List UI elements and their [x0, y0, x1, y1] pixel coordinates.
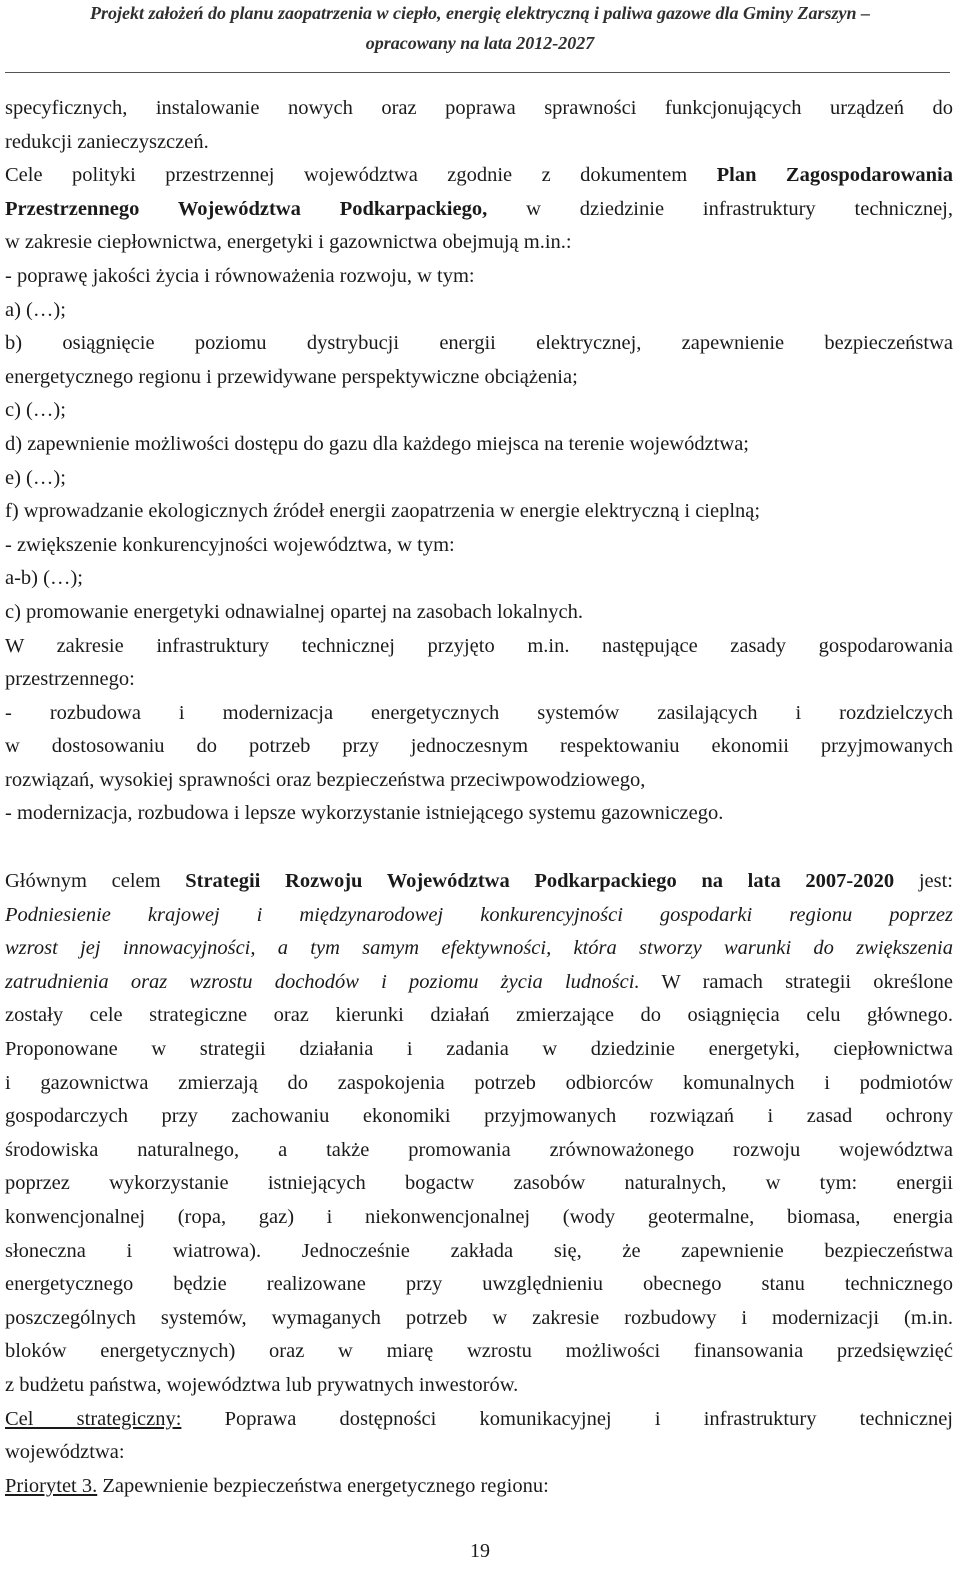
text-line: b) osiągnięcie poziomu dystrybucji energii elektrycznej, zapewnienie bezpieczeństwa: [5, 332, 953, 355]
text-line: energetycznego będzie realizowane przy uwzględnieniu obecnego stanu technicznego: [5, 1273, 953, 1296]
text-line: zostały cele strategiczne oraz kierunki działań zmierzające do osiągnięcia celu głównego.: [5, 1004, 953, 1027]
header-rule: [5, 72, 950, 73]
text-line: Proponowane w strategii działania i zadania w dziedzinie energetyki, ciepłownictwa: [5, 1038, 953, 1061]
text-line: - rozbudowa i modernizacja energetycznych systemów zasilających i rozdzielczych: [5, 701, 953, 724]
text-line: W zakresie infrastruktury technicznej przyjęto m.in. następujące zasady gospodarowania: [5, 634, 953, 657]
plan-title: Plan Zagospodarowania: [716, 164, 954, 187]
text-span: w dziedzinie infrastruktury technicznej,: [487, 197, 953, 220]
text-line: poszczególnych systemów, wymaganych potrzeb w zakresie rozbudowy i modernizacji (m.in.: [5, 1306, 953, 1329]
text-span: Głównym celem: [5, 870, 186, 893]
text-line: [5, 193, 953, 227]
text-line: i gazownictwa zmierzają do zaspokojenia potrzeb odbiorców komunalnych i podmiotów: [5, 1071, 953, 1094]
text-line: przestrzennego:: [5, 668, 135, 691]
text-span: Poprawa dostępności komunikacyjnej i infrastruktury technicznej: [181, 1407, 953, 1430]
text-line: redukcji zanieczyszczeń.: [5, 130, 209, 153]
text-line: a-b) (…);: [5, 567, 83, 590]
document-body: [5, 92, 953, 1503]
text-line: środowiska naturalnego, a także promowania zrównoważonego rozwoju województwa: [5, 1138, 953, 1161]
strategic-goal-label: Cel strategiczny:: [5, 1407, 182, 1430]
text-span: W ramach strategii określone: [639, 970, 953, 993]
main-goal-text: Podniesienie krajowej i międzynarodowej konkurencyjności gospodarki regionu poprzez: [5, 903, 953, 926]
text-line: bloków energetycznych) oraz w miarę wzrostu możliwości finansowania przedsięwzięć: [5, 1340, 953, 1363]
text-line: słoneczna i wiatrowa). Jednocześnie zakłada się, że zapewnienie bezpieczeństwa: [5, 1239, 953, 1262]
text-line: z budżetu państwa, województwa lub prywatnych inwestorów.: [5, 1373, 519, 1396]
text-line: konwencjonalnej (ropa, gaz) i niekonwencjonalnej (wody geotermalne, biomasa, energia: [5, 1206, 953, 1228]
page-number: 19: [470, 1540, 490, 1562]
text-span: Zapewnienie bezpieczeństwa energetycznego regionu:: [97, 1474, 549, 1497]
text-line: gospodarczych przy zachowaniu ekonomiki przyjmowanych rozwiązań i zasad ochrony: [5, 1105, 953, 1128]
strategy-title: Strategii Rozwoju Województwa Podkarpackiego na lata 2007-2020: [185, 870, 895, 893]
text-line: w zakresie ciepłownictwa, energetyki i gazownictwa obejmują m.in.:: [5, 231, 572, 254]
priority-label: Priorytet 3.: [5, 1474, 98, 1497]
text-line: specyficznych, instalowanie nowych oraz poprawa sprawności funkcjonujących urządzeń do: [5, 97, 953, 119]
text-line: [5, 865, 953, 899]
text-line: e) (…);: [5, 466, 66, 489]
text-line: - zwiększenie konkurencyjności województwa, w tym:: [5, 533, 455, 556]
paragraph-gap: [5, 831, 953, 865]
text-line: d) zapewnienie możliwości dostępu do gazu dla każdego miejsca na terenie województwa;: [5, 432, 749, 455]
text-line: rozwiązań, wysokiej sprawności oraz bezpieczeństwa przeciwpowodziowego,: [5, 768, 646, 791]
text-line: energetycznego regionu i przewidywane perspektywiczne obciążenia;: [5, 365, 578, 388]
text-span: jest:: [894, 870, 953, 893]
text-line: f) wprowadzanie ekologicznych źródeł energii zaopatrzenia w energie elektryczną i cieplną;: [5, 500, 761, 523]
text-line: w dostosowaniu do potrzeb przy jednoczesnym respektowaniu ekonomii przyjmowanych: [5, 735, 953, 758]
text-line: [5, 966, 953, 1000]
header-title: Projekt założeń do planu zaopatrzenia w ciepło, energię elektryczną i paliwa gazowe dla Gminy Zarszyn –: [89, 3, 870, 23]
plan-title-cont: Przestrzennego Województwa Podkarpackiego,: [5, 197, 488, 220]
text-line: - poprawę jakości życia i równoważenia rozwoju, w tym:: [5, 264, 475, 287]
text-line: [5, 932, 953, 966]
text-line: c) promowanie energetyki odnawialnej opartej na zasobach lokalnych.: [5, 600, 583, 623]
header-subtitle: opracowany na lata 2012-2027: [365, 33, 595, 53]
main-goal-text: zatrudnienia oraz wzrostu dochodów i poziomu życia ludności.: [5, 970, 640, 993]
text-line: c) (…);: [5, 399, 66, 422]
main-goal-text: wzrost jej innowacyjności, a tym samym efektywności, która stworzy warunki do zwiększenia: [5, 937, 953, 960]
text-line: [5, 1403, 953, 1437]
text-line: [5, 899, 953, 933]
text-line: [5, 159, 953, 193]
text-line: - modernizacja, rozbudowa i lepsze wykorzystanie istniejącego systemu gazowniczego.: [5, 802, 724, 825]
text-line: poprzez wykorzystanie istniejących bogactw zasobów naturalnych, w tym: energii: [5, 1172, 953, 1195]
text-line: a) (…);: [5, 298, 66, 321]
text-line: [5, 1470, 953, 1504]
text-span: Cele polityki przestrzennej województwa zgodnie z dokumentem: [5, 164, 717, 187]
text-line: województwa:: [5, 1441, 125, 1464]
